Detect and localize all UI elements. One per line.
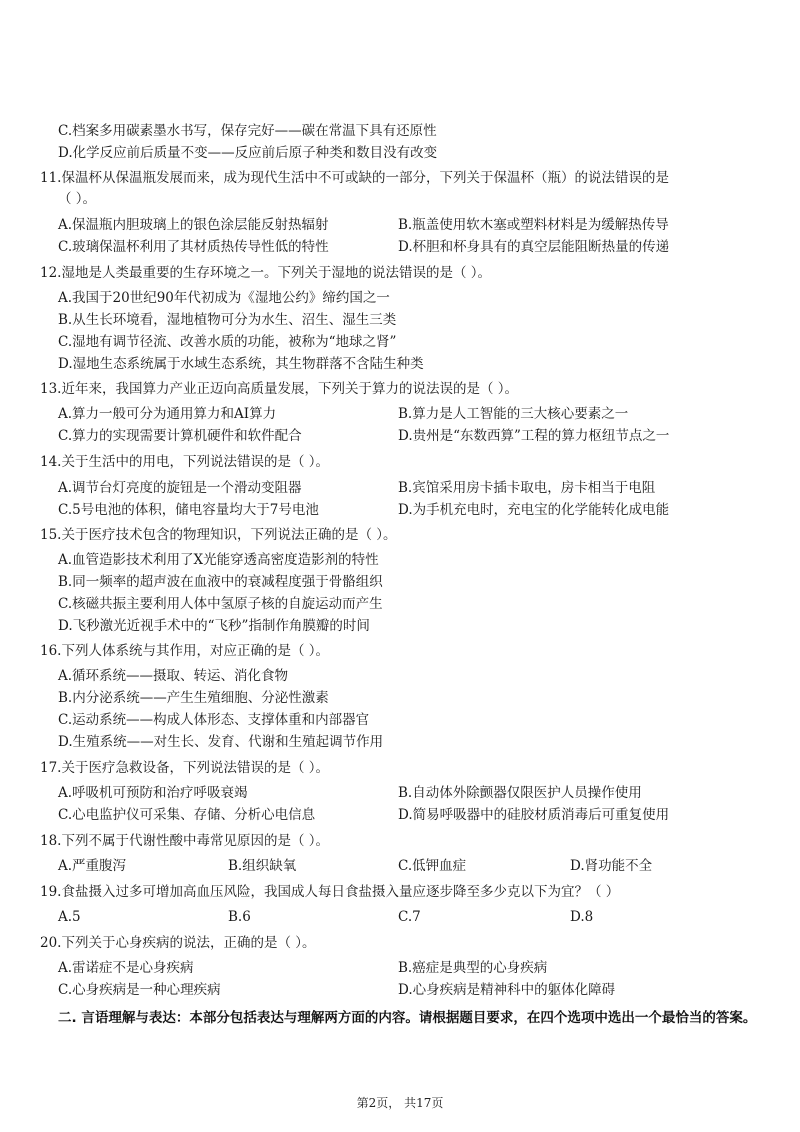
question-15-option-b: B.同一频率的超声波在血液中的衰减程度强于骨骼组织 [58,574,383,590]
question-17-option-c: C.心电监护仪可采集、存储、分析心电信息 [58,807,316,823]
question-12-option-d: D.湿地生态系统属于水域生态系统，其生物群落不含陆生种类 [58,356,424,372]
question-19-stem: 19.食盐摄入过多可增加高血压风险，我国成人每日食盐摄入量应逐步降至多少克以下为宜？（ ） [40,884,620,900]
question-14-option-d: D.为手机充电时，充电宝的化学能转化成电能 [398,502,670,518]
question-14-option-c: C.5号电池的体积，储电容量均大于7号电池 [58,502,319,518]
question-15-option-d: D.飞秒激光近视手术中的“飞秒”指制作角膜瓣的时间 [58,618,370,634]
question-18-option-b: B.组织缺氧 [228,858,297,874]
question-11-stem: 11.保温杯从保温瓶发展而来，成为现代生活中不可或缺的一部分，下列关于保温杯（瓶）的说法错误的是 [40,170,669,186]
option-line: D.化学反应前后质量不变——反应前后原子种类和数目没有改变 [58,145,438,161]
question-17-option-a: A.呼吸机可预防和治疗呼吸衰竭 [58,785,248,801]
question-18-option-c: C.低钾血症 [398,858,467,874]
question-19-option-d: D.8 [570,909,594,925]
section-heading: 二. 言语理解与表达：本部分包括表达与理解两方面的内容。请根据题目要求，在四个选项中选出一个最恰当的答案。 [58,1010,757,1026]
question-19-option-c: C.7 [398,909,421,925]
question-17-stem: 17.关于医疗急救设备，下列说法错误的是（ ）。 [40,760,330,776]
question-16-option-a: A.循环系统——摄取、转运、消化食物 [58,668,289,684]
question-16-option-b: B.内分泌系统——产生生殖细胞、分泌性激素 [58,690,329,706]
question-19-option-b: B.6 [228,909,251,925]
question-15-stem: 15.关于医疗技术包含的物理知识，下列说法正确的是（ ）。 [40,527,397,543]
question-19-option-a: A.5 [58,909,81,925]
question-16-stem: 16.下列人体系统与其作用，对应正确的是（ ）。 [40,643,330,659]
question-11-option-a: A.保温瓶内胆玻璃上的银色涂层能反射热辐射 [58,217,329,233]
question-11-option-c: C.玻璃保温杯利用了其材质热传导性低的特性 [58,239,329,255]
question-16-option-d: D.生殖系统——对生长、发育、代谢和生殖起调节作用 [58,734,384,750]
question-12-option-a: A.我国于20世纪90年代初成为《湿地公约》缔约国之一 [58,290,390,306]
question-20-stem: 20.下列关于心身疾病的说法，正确的是（ ）。 [40,935,316,951]
question-18-stem: 18.下列不属于代谢性酸中毒常见原因的是（ ）。 [40,833,330,849]
question-17-option-b: B.自动体外除颤器仅限医护人员操作使用 [398,785,642,801]
question-13-option-c: C.算力的实现需要计算机硬件和软件配合 [58,428,302,444]
question-13-option-a: A.算力一般可分为通用算力和AI算力 [58,406,277,422]
page-number: 第2页， 共17页 [356,1096,444,1110]
question-13-option-d: D.贵州是“东数西算”工程的算力枢纽节点之一 [398,428,670,444]
question-20-option-c: C.心身疾病是一种心理疾病 [58,982,221,998]
question-12-stem: 12.湿地是人类最重要的生存环境之一。下列关于湿地的说法错误的是（ ）。 [40,265,492,281]
question-17-option-d: D.简易呼吸器中的硅胶材质消毒后可重复使用 [398,807,670,823]
question-20-option-a: A.雷诺症不是心身疾病 [58,960,194,976]
question-14-option-a: A.调节台灯亮度的旋钮是一个滑动变阻器 [58,480,302,496]
question-15-option-a: A.血管造影技术利用了X光能穿透高密度造影剂的特性 [58,552,379,568]
question-12-option-c: C.湿地有调节径流、改善水质的功能，被称为“地球之肾” [58,334,397,350]
question-20-option-d: D.心身疾病是精神科中的躯体化障碍 [398,982,616,998]
option-line: C.档案多用碳素墨水书写，保存完好——碳在常温下具有还原性 [58,123,437,139]
question-16-option-c: C.运动系统——构成人体形态、支撑体重和内部器官 [58,712,370,728]
question-13-option-b: B.算力是人工智能的三大核心要素之一 [398,406,629,422]
question-11-option-b: B.瓶盖使用软木塞或塑料材料是为缓解热传导 [398,217,669,233]
question-14-option-b: B.宾馆采用房卡插卡取电，房卡相当于电阻 [398,480,656,496]
question-11-option-d: D.杯胆和杯身具有的真空层能阻断热量的传递 [398,239,670,255]
question-15-option-c: C.核磁共振主要利用人体中氢原子核的自旋运动而产生 [58,596,383,612]
question-14-stem: 14.关于生活中的用电，下列说法错误的是（ ）。 [40,454,330,470]
question-20-option-b: B.癌症是典型的心身疾病 [398,960,548,976]
question-11-stem-cont: （ ）。 [58,191,97,207]
question-18-option-d: D.肾功能不全 [570,858,653,874]
question-12-option-b: B.从生长环境看，湿地植物可分为水生、沼生、湿生三类 [58,312,397,328]
question-13-stem: 13.近年来，我国算力产业正迈向高质量发展，下列关于算力的说法误的是（ ）。 [40,381,519,397]
question-18-option-a: A.严重腹泻 [58,858,127,874]
